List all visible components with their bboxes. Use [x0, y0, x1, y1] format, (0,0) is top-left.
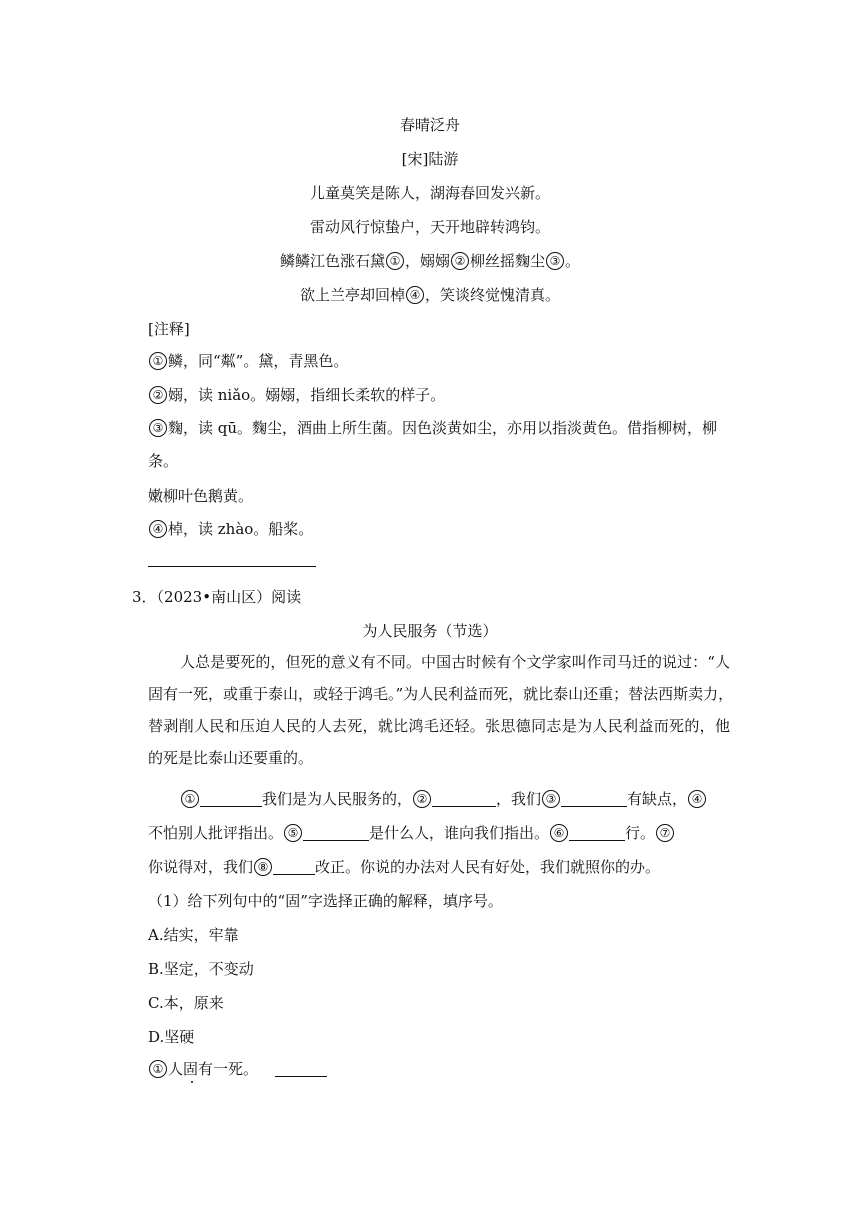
note-3-continued: 条。: [148, 452, 179, 470]
sentence-1: ① 人固有一死。: [148, 1058, 327, 1079]
poem-line-2: 雷动风行惊蛰户，天开地辟转鸿钧。: [309, 218, 550, 236]
passage-line: 固有一死，或重于泰山，或轻于鸿毛。”为人民利益而死，就比泰山还重；替法西斯卖力，: [148, 685, 734, 703]
question-3-header: 3．（2023•南山区）阅读: [132, 588, 302, 606]
passage-paragraph-1: [148, 646, 734, 774]
note-2: ② 嫋，读 niǎo。嫋嫋，指细长柔软的样子。: [148, 384, 445, 405]
blank-marker-3: ③: [542, 790, 560, 808]
sub-question-1: （1）给下列句中的“固”字选择正确的解释，填序号。: [148, 892, 503, 910]
passage-line: 的死是比泰山还要重的。: [148, 749, 314, 767]
cloze-line-2: 不怕别人批评指出。 ⑤ 是什么人，谁向我们指出。 ⑥ 行。 ⑦: [148, 822, 675, 843]
note-4: ④ 棹，读 zhào。船桨。: [148, 518, 313, 539]
poem-line-3: 鳞鳞江色涨石黛 ① ，嫋嫋 ② 柳丝摇麴尘 ③ 。: [279, 252, 581, 270]
note-3-number: ③: [149, 419, 167, 437]
blank-marker-4: ④: [688, 790, 706, 808]
passage-title: 为人民服务（节选）: [362, 622, 498, 640]
note-marker-1: ①: [386, 252, 404, 270]
answer-blank-1[interactable]: [275, 1060, 327, 1077]
note-3-extra: 嫩柳叶色鹅黄。: [148, 487, 254, 505]
cloze-line-3: 你说得对，我们 ⑧ 改正。你说的办法对人民有好处，我们就照你的办。: [148, 858, 661, 876]
poem-author: [宋]陆游: [401, 150, 459, 168]
option-a: A.结实，牢靠: [148, 926, 239, 944]
note-3: ③ 麴，读 qū。麴尘，酒曲上所生菌。因色淡黄如尘，亦用以指淡黄色。借指柳树，柳: [148, 417, 717, 438]
note-marker-3: ③: [546, 252, 564, 270]
blank-marker-2: ②: [413, 790, 431, 808]
blank-5[interactable]: [303, 824, 369, 841]
blank-marker-5: ⑤: [284, 824, 302, 842]
passage-line: 替剥削人民和压迫人民的人去死，就比鸿毛还轻。张思德同志是为人民利益而死的，他: [148, 717, 730, 735]
poem-line-1: 儿童莫笑是陈人，湖海春回发兴新。: [309, 184, 550, 202]
note-1: ① 鳞，同“粼”。黛，青黑色。: [148, 350, 348, 371]
poem-line-4: 欲上兰亭却回棹 ④ ，笑谈终觉愧清真。: [299, 286, 561, 304]
note-marker-2: ②: [451, 252, 469, 270]
passage-line: 人总是要死的，但死的意义有不同。中国古时候有个文学家叫作司马迁的说过：“人: [180, 653, 730, 671]
blank-2[interactable]: [432, 790, 496, 807]
option-b: B.坚定，不变动: [148, 960, 254, 978]
cloze-line-1: ① 我们是为人民服务的， ② ，我们 ③ 有缺点， ④: [180, 788, 707, 809]
blank-6[interactable]: [569, 824, 625, 841]
blank-3[interactable]: [561, 790, 627, 807]
note-2-number: ②: [149, 386, 167, 404]
note-1-number: ①: [149, 352, 167, 370]
separator-line: [148, 566, 316, 567]
emphasized-character: 固: [183, 1060, 199, 1078]
blank-marker-8: ⑧: [254, 858, 272, 876]
blank-1[interactable]: [200, 790, 262, 807]
blank-marker-7: ⑦: [656, 824, 674, 842]
poem-title: 春晴泛舟: [399, 116, 460, 134]
notes-heading: [注释]: [148, 320, 190, 338]
blank-marker-6: ⑥: [550, 824, 568, 842]
note-4-number: ④: [149, 520, 167, 538]
option-c: C.本，原来: [148, 994, 224, 1012]
sentence-1-number: ①: [149, 1060, 167, 1078]
blank-marker-1: ①: [181, 790, 199, 808]
option-d: D.坚硬: [148, 1028, 195, 1046]
blank-8[interactable]: [273, 858, 315, 875]
note-marker-4: ④: [406, 286, 424, 304]
